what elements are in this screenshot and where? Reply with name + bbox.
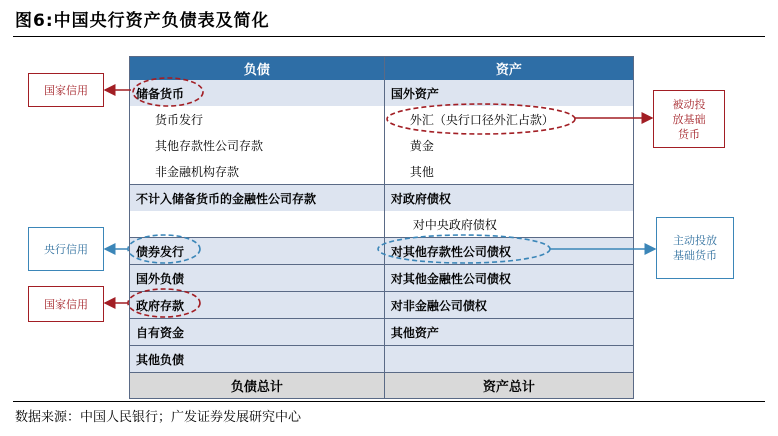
other-depository-deposits-cell: 其他存款性公司存款 — [130, 132, 385, 158]
financial-deposits-excluded-cell: 不计入储备货币的金融性公司存款 — [130, 185, 385, 212]
national-credit-label: 国家信用 — [28, 286, 104, 322]
highlight-reserve-money — [133, 78, 203, 106]
gold-cell: 黄金 — [409, 138, 434, 153]
other-foreign-assets-cell: 其他 — [409, 164, 434, 179]
claims-on-government-cell: 对政府债权 — [384, 185, 633, 212]
currency-issue-cell: 货币发行 — [130, 106, 385, 132]
liabilities-header: 负债 — [130, 57, 385, 81]
source-note: 数据来源：中国人民银行；广发证券发展研究中心 — [15, 410, 302, 425]
other-assets-cell: 其他资产 — [384, 319, 633, 346]
own-capital-cell: 自有资金 — [130, 319, 385, 346]
non-financial-deposits-cell: 非金融机构存款 — [130, 158, 385, 185]
government-deposits-cell: 政府存款 — [130, 292, 385, 319]
claims-on-other-financial-cell: 对其他金融性公司债权 — [384, 265, 633, 292]
active-base-money-label: 主动投放基础货币 — [656, 217, 734, 279]
reserve-money-cell: 储备货币 — [130, 80, 385, 106]
highlight-forex — [387, 104, 575, 134]
forex-cell: 外汇（央行口径外汇占款） — [409, 112, 554, 127]
assets-header: 资产 — [384, 57, 633, 81]
foreign-liabilities-cell: 国外负债 — [130, 265, 385, 292]
claims-on-other-depository-cell: 对其他存款性公司债权 — [384, 238, 633, 265]
highlight-claims-other-depository — [378, 235, 550, 263]
figure-title: 图6:中国央行资产负债表及简化 — [15, 11, 270, 31]
footer-divider — [13, 401, 765, 402]
passive-base-money-label: 被动投放基础货币 — [653, 90, 725, 148]
total-liabilities-cell: 负债总计 — [130, 373, 385, 399]
total-assets-cell: 资产总计 — [384, 373, 633, 399]
central-bank-credit-label: 央行信用 — [28, 227, 104, 271]
national-credit-label: 国家信用 — [28, 73, 104, 107]
bond-issuance-cell: 债券发行 — [130, 238, 385, 265]
highlight-bond-issuance — [128, 235, 200, 263]
claims-on-non-financial-cell: 对非金融公司债权 — [384, 292, 633, 319]
highlight-government-deposits — [128, 289, 200, 317]
claims-on-central-government-cell: 对中央政府债权 — [412, 217, 497, 232]
other-liabilities-cell: 其他负债 — [130, 346, 385, 373]
foreign-assets-cell: 国外资产 — [384, 80, 633, 106]
